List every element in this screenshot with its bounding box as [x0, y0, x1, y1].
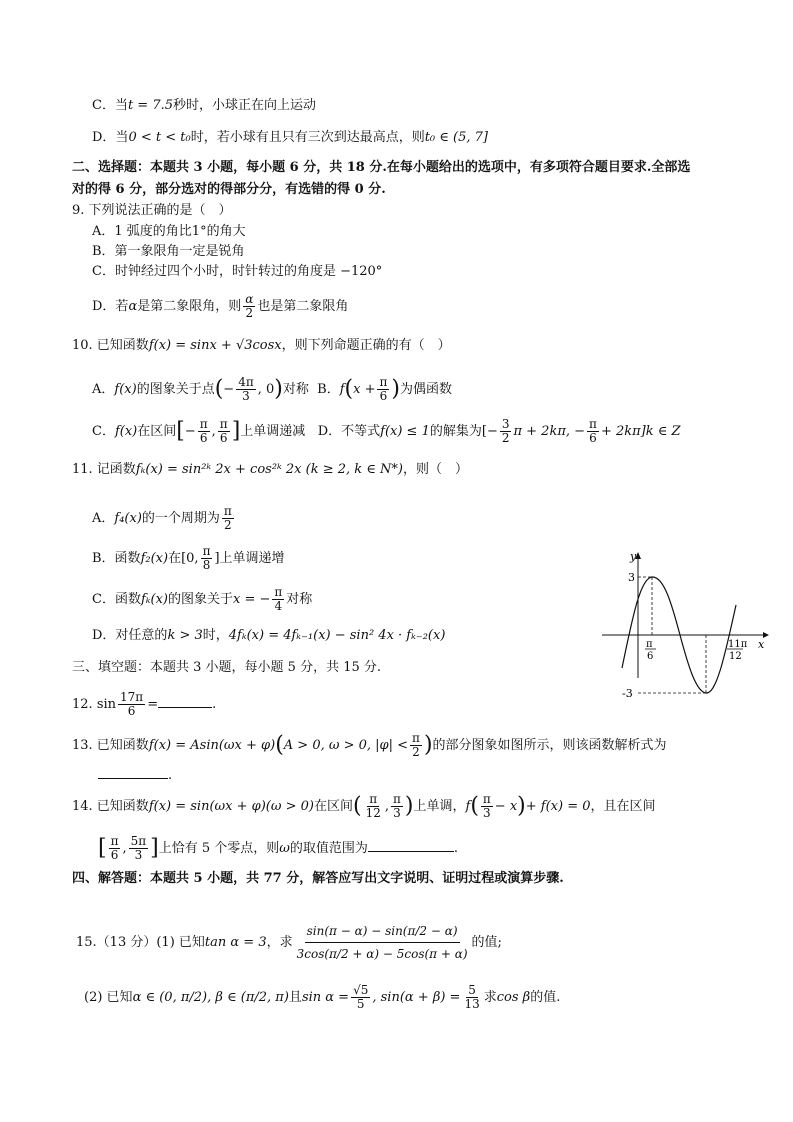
q11-c-prefix: C．函数	[92, 592, 141, 607]
q15-p2-frac2	[462, 984, 481, 1011]
q15-den: 3cos(π/2 + α) − 5cos(π + α)	[296, 947, 468, 961]
q14-lbracket: [	[98, 835, 107, 861]
q10-d-t1: π + 2kπ, −	[513, 424, 586, 439]
q14-n2: π	[393, 792, 401, 806]
q15-p2-d1: 5	[356, 997, 365, 1011]
q12-end: .	[212, 697, 217, 712]
q11-c-f: fₖ(x)	[140, 592, 168, 607]
q13-lparen: (	[275, 732, 284, 758]
q10-b-num: π	[379, 375, 388, 389]
q11-d-prefix: D．对任意的	[92, 628, 168, 643]
q9-d-num: α	[245, 292, 254, 306]
q13-math: f(x) = Asin(ωx + φ)	[148, 738, 276, 753]
q10-c-suffix: 上单调递减	[240, 424, 306, 439]
section3-title: 三、填空题：本题共 3 小题，每小题 5 分，共 15 分.	[72, 660, 382, 675]
q10-c-lbracket: [	[176, 418, 185, 444]
q11-stem-prefix: 11. 记函数	[72, 462, 136, 477]
q11-stem-math: fₖ(x) = sin²ᵏ 2x + cos²ᵏ 2x (k ≥ 2, k ∈ N*)	[135, 462, 403, 477]
q10-b-prefix: B．	[317, 382, 340, 397]
q15-ask: ，求	[266, 935, 293, 950]
q14-line2: [ $\frac{\pi}{6}$ , $\frac{5\pi}{3}$ ]上恰有 5 个零点，则ω的取值范围为 .	[98, 834, 459, 862]
q9-d-den: 2	[245, 306, 254, 320]
q14-prefix: 14. 已知函数	[72, 799, 149, 814]
q14-mid: 在区间	[313, 799, 353, 814]
q13-rparen: )	[423, 732, 433, 758]
q10-d-t2: + 2kπ]k ∈ Z	[600, 424, 681, 439]
q13-line1	[72, 732, 667, 759]
q11-c-fraction	[272, 586, 284, 613]
q10-a-prefix: A．	[92, 382, 115, 397]
q10-a-lparen: (	[214, 376, 224, 402]
q8-d-prefix: D．当	[92, 130, 129, 145]
section2-line2: 对的得 6 分，部分选对的得部分分，有选错的得 0 分.	[72, 182, 386, 197]
q14-r-d1: 6	[110, 848, 119, 862]
q8-c-prefix: C．当	[92, 98, 128, 113]
q10-d-prefix: D．不等式	[317, 424, 381, 439]
q14-f: f	[465, 799, 471, 814]
q8-d-math2: t₀ ∈ (5, 7]	[424, 130, 488, 145]
q10-stem-math: f(x) = sinx + √3cosx	[148, 338, 282, 353]
q14-rparen: )	[404, 793, 414, 819]
q8-c-math: t = 7.5	[127, 98, 174, 113]
q10-a-f: f(x)	[114, 382, 137, 397]
q15-p2-a: α ∈ (0, π/2), β ∈ (π/2, π)	[132, 990, 289, 1005]
q10-a-den: 3	[242, 389, 250, 403]
q14-r-n1: π	[110, 834, 119, 848]
x-axis-label: x	[758, 638, 765, 651]
q15-fraction	[295, 920, 470, 965]
q15-p2-sin2: , sin(α + β) =	[372, 990, 461, 1005]
q10-d-math: f(x) ≤ 1	[380, 424, 430, 439]
q10-b-lparen: (	[344, 376, 354, 402]
q11-c-x: x = −	[233, 592, 271, 607]
q14-rparen2: )	[517, 793, 526, 819]
q10-stem	[72, 336, 451, 356]
q14-d2: 3	[393, 806, 401, 820]
q14-lparen2: (	[470, 793, 479, 819]
q11-d-k: k > 3	[167, 628, 203, 643]
q9-d-prefix: D．若	[92, 299, 129, 314]
q10-c-d1: 6	[199, 431, 208, 445]
q10-c-prefix: C．	[92, 424, 115, 439]
q15-p2-n2: 5	[468, 983, 476, 997]
q10-a-suffix: 对称	[282, 382, 309, 397]
q14-d3: 3	[483, 806, 491, 820]
q11-b-num: π	[202, 544, 211, 558]
q14-r-n2: 5π	[130, 834, 147, 848]
q14-omega: ω	[279, 841, 290, 856]
q10-a-mid: 的图象关于点	[136, 382, 215, 397]
q9-option-a: A．1 弧度的角比1°的角大	[92, 224, 246, 239]
q12	[72, 691, 216, 718]
x1-num-label: π	[646, 639, 653, 650]
q14-eq: − x	[494, 799, 518, 814]
q14-n1: π	[369, 792, 378, 806]
q8-option-d	[92, 128, 488, 148]
x2-den-label: 12	[729, 651, 742, 662]
q14-frac3	[481, 793, 493, 820]
q11-b-suffix: ]上单调递增	[214, 551, 285, 566]
q10-stem-prefix: 10. 已知函数	[72, 338, 149, 353]
q11-a-fraction	[222, 505, 234, 532]
q9-d-suffix: 也是第二象限角	[257, 299, 349, 314]
q10-b-fraction	[377, 376, 389, 403]
q14-rbracket: ]	[150, 835, 159, 861]
q10-d-frac1	[500, 418, 512, 445]
q8-option-c	[92, 96, 316, 116]
q10-c-rbracket: ]	[231, 418, 241, 444]
q15-p2-suffix: 求	[483, 990, 497, 1005]
q14-mid2: 上单调，	[413, 799, 466, 814]
q11-option-a	[92, 505, 236, 532]
q12-prefix: 12.	[72, 697, 93, 712]
q14-d1: 12	[365, 806, 381, 820]
q11-a-num: π	[223, 504, 232, 518]
q10-a-num: 4π	[238, 375, 254, 389]
q10-c-d2: 6	[219, 431, 228, 445]
q10-a-fraction	[236, 376, 256, 403]
q15-part1	[76, 920, 502, 965]
q10-c-mid: 在区间	[137, 424, 177, 439]
q14-r-d2: 3	[134, 848, 143, 862]
q11-b-f: f₂(x)	[140, 551, 169, 566]
q14-rfrac1	[109, 835, 121, 862]
q15-p2-n1: √5	[353, 983, 369, 997]
q11-c-den: 4	[274, 599, 283, 613]
q13-end: .	[168, 768, 173, 783]
q10-b-rparen: )	[391, 376, 400, 402]
q15-p2-sin: sin α =	[301, 990, 350, 1005]
q11-a-mid: 的一个周期为	[141, 511, 220, 526]
section4-title: 四、解答题：本题共 5 小题，共 77 分，解答应写出文字说明、证明过程或演算步骤.	[72, 871, 564, 886]
q8-d-mid: 时，若小球有且只有三次到达最高点，则	[190, 130, 425, 145]
q12-eq: =	[147, 697, 159, 712]
q13-fraction	[410, 732, 422, 759]
q15-p2-d2: 13	[464, 997, 480, 1011]
q12-den: 6	[127, 704, 136, 718]
q14-line1: 14. 已知函数f(x) = sin(ωx + φ)(ω > 0)在区间( $\frac{\pi}{12}$ , $\frac{\pi}{3}$ )上单调，f( $\frac{\pi}{3}$ − x)+ f(x) = 0，且在区间	[72, 792, 656, 820]
q12-num: 17π	[120, 690, 144, 704]
q13-cond-den: 2	[412, 745, 420, 759]
q11-b-fraction	[201, 545, 213, 572]
q11-d-mid: 时，	[202, 628, 229, 643]
q11-option-c	[92, 586, 312, 613]
q11-option-d	[92, 626, 445, 646]
q10-options-ab: A．f(x)的图象关于点(− $\frac{4\pi}{3}$ , 0)对称 B．f(x + $\frac{\pi}{6}$ )为偶函数	[92, 375, 452, 403]
q11-d-math: 4fₖ(x) = 4fₖ₋₁(x) − sin² 4x · fₖ₋₂(x)	[228, 628, 446, 643]
q15-p2-mid: 且	[288, 990, 302, 1005]
q11-a-den: 2	[224, 518, 232, 532]
q11-b-mid: 在	[168, 551, 182, 566]
q9-d-alpha: α	[128, 299, 138, 314]
q12-answer-blank[interactable]	[158, 693, 212, 708]
q11-c-mid: 的图象关于	[167, 592, 233, 607]
q14-mid3: ，且在区间	[590, 799, 656, 814]
q11-a-f: f₄(x)	[114, 511, 142, 526]
q10-d-d1: 2	[501, 431, 510, 445]
q10-b-den: 6	[379, 389, 388, 403]
q14-frac1	[364, 793, 383, 820]
q15-part2	[84, 984, 560, 1011]
q10-a-point: , 0	[257, 382, 275, 397]
q10-d-d2: 6	[589, 431, 597, 445]
q14-answer-blank[interactable]	[368, 837, 454, 852]
q12-sin: sin	[96, 697, 117, 712]
y-max-label: 3	[628, 571, 635, 584]
q14-frac2	[391, 793, 403, 820]
q15-p2-prefix: (2) 已知	[84, 990, 133, 1005]
q11-stem	[72, 460, 468, 480]
q13-prefix: 13. 已知函数	[72, 738, 149, 753]
q10-stem-suffix: ，则下列命题正确的有（ ）	[281, 338, 451, 353]
q10-c-frac2	[218, 418, 230, 445]
q11-a-prefix: A．	[92, 511, 115, 526]
q8-d-math: 0 < t < t₀	[128, 130, 191, 145]
q10-c-f: f(x)	[114, 424, 138, 439]
q14-math: f(x) = sin(ωx + φ)(ω > 0)	[148, 799, 314, 814]
q14-eq2: + f(x) = 0	[525, 799, 591, 814]
q10-d-mid: 的解集为	[429, 424, 482, 439]
q15-suffix: 的值;	[471, 935, 502, 950]
q10-d-n2: π	[589, 417, 597, 431]
q8-c-suffix: 秒时，小球正在向上运动	[173, 98, 317, 113]
q10-c-frac1	[198, 418, 210, 445]
sine-graph-figure	[600, 550, 770, 700]
q15-num: sin(π − α) − sin(π/2 − α)	[305, 920, 460, 943]
q10-c-n1: π	[199, 417, 208, 431]
q9-option-c: C．时钟经过四个小时，时针转过的角度是 −120°	[92, 264, 383, 279]
q10-a-rparen: )	[274, 376, 283, 402]
q11-b-prefix: B．函数	[92, 551, 141, 566]
q9-option-d	[92, 293, 348, 320]
q9-option-b: B．第一象限角一定是锐角	[92, 244, 245, 259]
q15-prefix: 15.（13 分）(1) 已知	[76, 935, 205, 950]
q10-options-cd: C．f(x)在区间[− $\frac{\pi}{6}$ , $\frac{\pi}{6}$ ]上单调递减 D．不等式f(x) ≤ 1的解集为[− $\frac{3}{2}$ π + 2kπ, − $\frac{\pi}{6}$ + 2kπ]k ∈ Z	[92, 417, 681, 445]
q14-end: .	[453, 841, 459, 856]
q14-lparen: (	[352, 793, 362, 819]
q9-d-mid: 是第二象限角，则	[137, 299, 242, 314]
x1-den-label: 6	[647, 651, 654, 662]
y-min-label: -3	[622, 687, 633, 700]
q11-c-suffix: 对称	[286, 592, 313, 607]
q14-line2-mid: 上恰有 5 个零点，则	[158, 841, 280, 856]
q13-cond-num: π	[412, 731, 420, 745]
q12-fraction	[118, 691, 145, 718]
q10-b-suffix: 为偶函数	[399, 382, 452, 397]
q11-c-num: π	[274, 585, 283, 599]
q9-stem: 9. 下列说法正确的是（ ）	[72, 203, 232, 218]
q15-cond: tan α = 3	[204, 935, 267, 950]
q10-b-x: x +	[353, 382, 376, 397]
q10-b-f: f	[339, 382, 345, 397]
q11-option-b	[92, 545, 285, 572]
q10-d-frac2	[587, 418, 599, 445]
q11-b-open: [0,	[181, 551, 199, 566]
q15-p2-end: 的值.	[530, 990, 561, 1005]
x2-num-label: 11π	[728, 639, 748, 650]
q10-d-n1: 3	[501, 417, 510, 431]
q10-c-n2: π	[219, 417, 228, 431]
y-axis-label: y	[630, 550, 637, 563]
q15-p2-cos: cos β	[496, 990, 531, 1005]
q14-n3: π	[482, 792, 491, 806]
q13-answer-blank[interactable]	[98, 764, 168, 779]
q13-suffix: 的部分图象如图所示，则该函数解析式为	[432, 738, 667, 753]
section2-line1: 二、选择题：本题共 3 小题，每小题 6 分，共 18 分.在每小题给出的选项中，有多项符合题目要求.全部选	[72, 160, 691, 175]
q14-rfrac2	[129, 835, 149, 862]
q15-p2-frac1	[351, 984, 370, 1011]
q13-cond: A > 0, ω > 0, |φ| <	[283, 738, 409, 753]
q11-stem-suffix: ，则（ ）	[403, 462, 469, 477]
q14-line2-suffix: 的取值范围为	[289, 841, 368, 856]
q11-b-den: 8	[202, 558, 211, 572]
q13-line2	[98, 764, 172, 786]
q9-d-fraction	[243, 293, 255, 320]
